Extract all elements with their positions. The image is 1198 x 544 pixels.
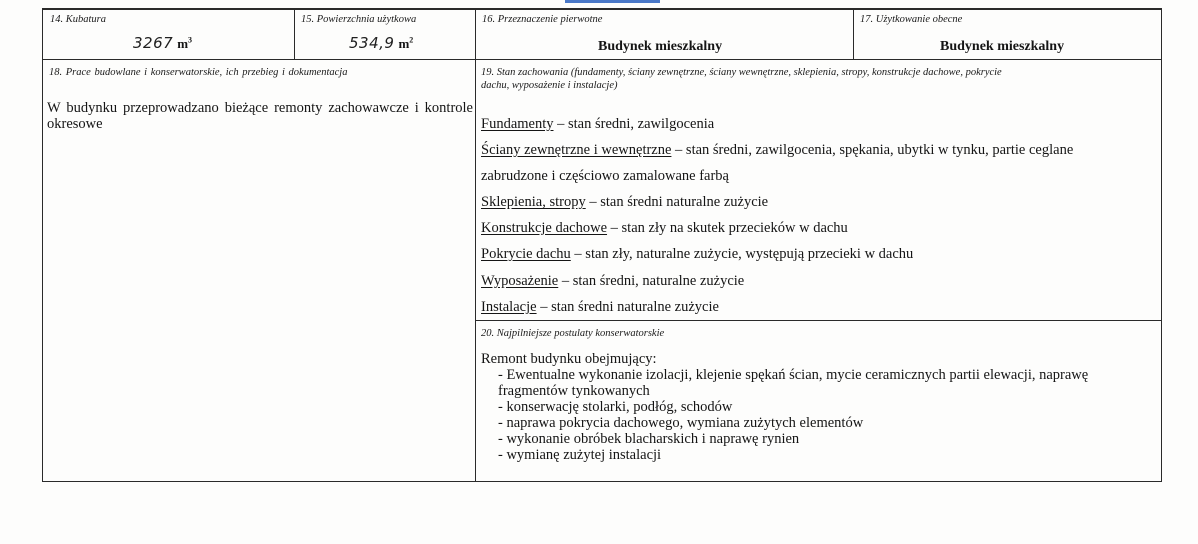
section-20-label: 20. Najpilniejsze postulaty konserwatorskie: [481, 328, 665, 339]
list-item: - naprawa pokrycia dachowego, wymiana zużytych elementów: [498, 415, 864, 431]
powierzchnia-unit: $m^2$: [398, 35, 414, 51]
state-pokrycie: [481, 246, 1156, 262]
cell-kubatura: [43, 10, 294, 59]
bottom-border: [42, 481, 1162, 482]
cell-przeznaczenie: [476, 10, 853, 59]
przeznaczenie-label: 16. Przeznaczenie pierwotne: [482, 14, 603, 25]
section-20-intro: Remont budynku obejmujący:: [481, 351, 657, 367]
list-item: - wymianę zużytej instalacji: [498, 447, 662, 463]
uzytkowanie-label: 17. Użytkowanie obecne: [860, 14, 963, 25]
powierzchnia-value: [349, 34, 413, 53]
state-instalacje-term: Instalacje: [481, 299, 537, 315]
kubatura-unit: $m^3$: [177, 35, 193, 51]
section-19-label-line2: dachu, wyposażenie i instalacje): [481, 80, 618, 91]
state-sklepienia-term: Sklepienia, stropy: [481, 194, 586, 210]
state-wyposazenie-term: Wyposażenie: [481, 273, 559, 289]
state-pokrycie-desc: – stan zły, naturalne zużycie, występują przecieki w dachu: [570, 246, 914, 262]
state-konstrukcje-desc: – stan zły na skutek przecieków w dachu: [607, 220, 848, 236]
cell-powierzchnia: [295, 10, 475, 59]
list-item: - konserwację stolarki, podłóg, schodów: [498, 399, 733, 415]
powierzchnia-label: 15. Powierzchnia użytkowa: [301, 14, 417, 25]
state-wyposazenie-desc: – stan średni, naturalne zużycie: [558, 273, 745, 289]
list-item: - Ewentualne wykonanie izolacji, klejenie spękań ścian, mycie ceramicznych partii elewacji, naprawę: [498, 367, 1089, 383]
list-item: - wykonanie obróbek blacharskich i naprawę rynien: [498, 431, 800, 447]
state-sciany: [481, 142, 1156, 158]
state-konstrukcje-term: Konstrukcje dachowe: [481, 220, 608, 236]
uzytkowanie-value: Budynek mieszkalny: [940, 39, 1065, 54]
state-sciany-desc: – stan średni, zawilgocenia, spękania, ubytki w tynku, partie ceglane: [671, 142, 1074, 158]
state-sklepienia-desc: – stan średni naturalne zużycie: [585, 194, 769, 210]
section-18: [43, 60, 475, 481]
state-sciany-term: Ściany zewnętrzne i wewnętrzne: [481, 142, 672, 158]
kubatura-label: 14. Kubatura: [50, 14, 107, 25]
state-fundamenty: [481, 116, 1156, 132]
section-20-list: [498, 367, 1156, 463]
right-border: [1161, 8, 1162, 482]
state-fundamenty-desc: – stan średni, zawilgocenia: [553, 116, 715, 132]
kubatura-number: 3267: [133, 34, 174, 52]
kubatura-value: [133, 34, 192, 53]
cell-uzytkowanie: [854, 10, 1161, 59]
section-19-label-line1: 19. Stan zachowania (fundamenty, ściany zewnętrzne, ściany wewnętrzne, sklepienia, stropy, konstrukcje dachowe, pokrycie: [481, 67, 1002, 78]
state-sciany-continued: zabrudzone i częściowo zamalowane farbą: [481, 168, 729, 184]
state-pokrycie-term: Pokrycie dachu: [481, 246, 571, 262]
section-18-text: W budynku przeprowadzano bieżące remonty zachowawcze i kontrole okresowe: [47, 100, 473, 132]
section-18-label: 18. Prace budowlane i konserwatorskie, ich przebieg i dokumentacja: [49, 67, 348, 78]
state-wyposazenie: [481, 273, 1156, 289]
state-instalacje: [481, 299, 1156, 315]
przeznaczenie-value: Budynek mieszkalny: [598, 39, 723, 54]
blue-tab-strip: [565, 0, 660, 3]
state-konstrukcje: [481, 220, 1156, 236]
state-sklepienia: [481, 194, 1156, 210]
state-fundamenty-term: Fundamenty: [481, 116, 554, 132]
powierzchnia-number: 534,9: [349, 34, 395, 52]
list-item: fragmentów tynkowanych: [498, 383, 650, 399]
state-instalacje-desc: – stan średni naturalne zużycie: [536, 299, 719, 315]
